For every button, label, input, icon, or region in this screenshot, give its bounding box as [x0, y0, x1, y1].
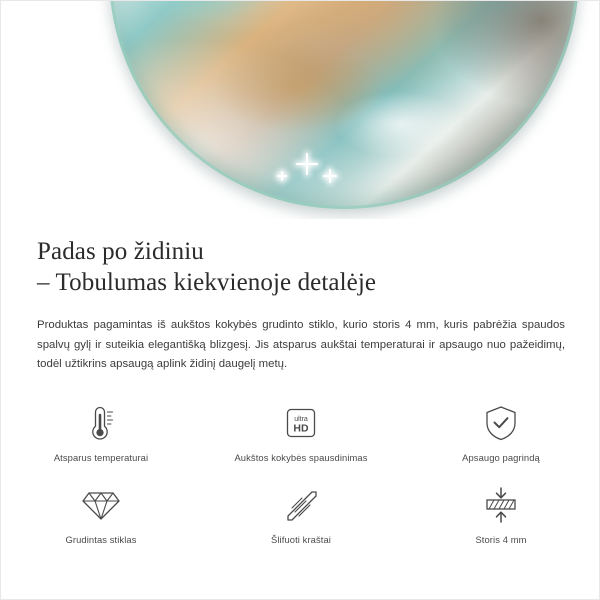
feature-label: Storis 4 mm	[475, 534, 527, 545]
svg-text:ultra: ultra	[294, 416, 308, 423]
feature-grid	[1, 396, 600, 560]
shield-check-icon	[482, 402, 520, 444]
feature-label: Apsaugo pagrindą	[462, 452, 540, 463]
feature-label: Atsparus temperaturai	[53, 452, 149, 463]
svg-text:HD: HD	[293, 422, 309, 435]
feature-item-surface-protection	[401, 396, 600, 478]
text-content	[1, 219, 600, 375]
feature-item-tempered-glass	[1, 478, 201, 560]
page-title-line-1: Padas po židiniu	[37, 238, 204, 265]
glass-disc-product	[109, 1, 579, 209]
feature-item-print-quality	[201, 396, 401, 478]
thermometer-icon	[84, 402, 118, 444]
polished-edges-icon	[282, 484, 320, 526]
diamond-icon	[81, 484, 121, 526]
thickness-arrows-icon	[481, 484, 521, 526]
feature-item-thickness	[401, 478, 600, 560]
feature-label: Šlifuoti kraštai	[271, 534, 331, 545]
feature-item-temperature	[1, 396, 201, 478]
product-description-paragraph: Produktas pagamintas iš aukštos kokybės grudinto stiklo, kurio storis 4 mm, kuris pabrėžia spaudos spalvų gylį ir suteikia elegantišką blizgesį. Jis atsparus aukštai temperaturai ir apsaugo nuo pažeidimų, todėl užtikrins apsaugą aplink židinį daugelį metų.	[37, 319, 565, 370]
page-title-line-2: – Tobulumas kiekvienoje detalėje	[37, 269, 377, 296]
feature-label: Grudintas stiklas	[65, 534, 137, 545]
hero-image	[1, 1, 600, 219]
feature-item-polished-edges	[201, 478, 401, 560]
page-title	[1, 219, 600, 298]
feature-label: Aukštos kokybės spausdinimas	[234, 452, 368, 463]
ultra-hd-icon	[282, 402, 320, 444]
